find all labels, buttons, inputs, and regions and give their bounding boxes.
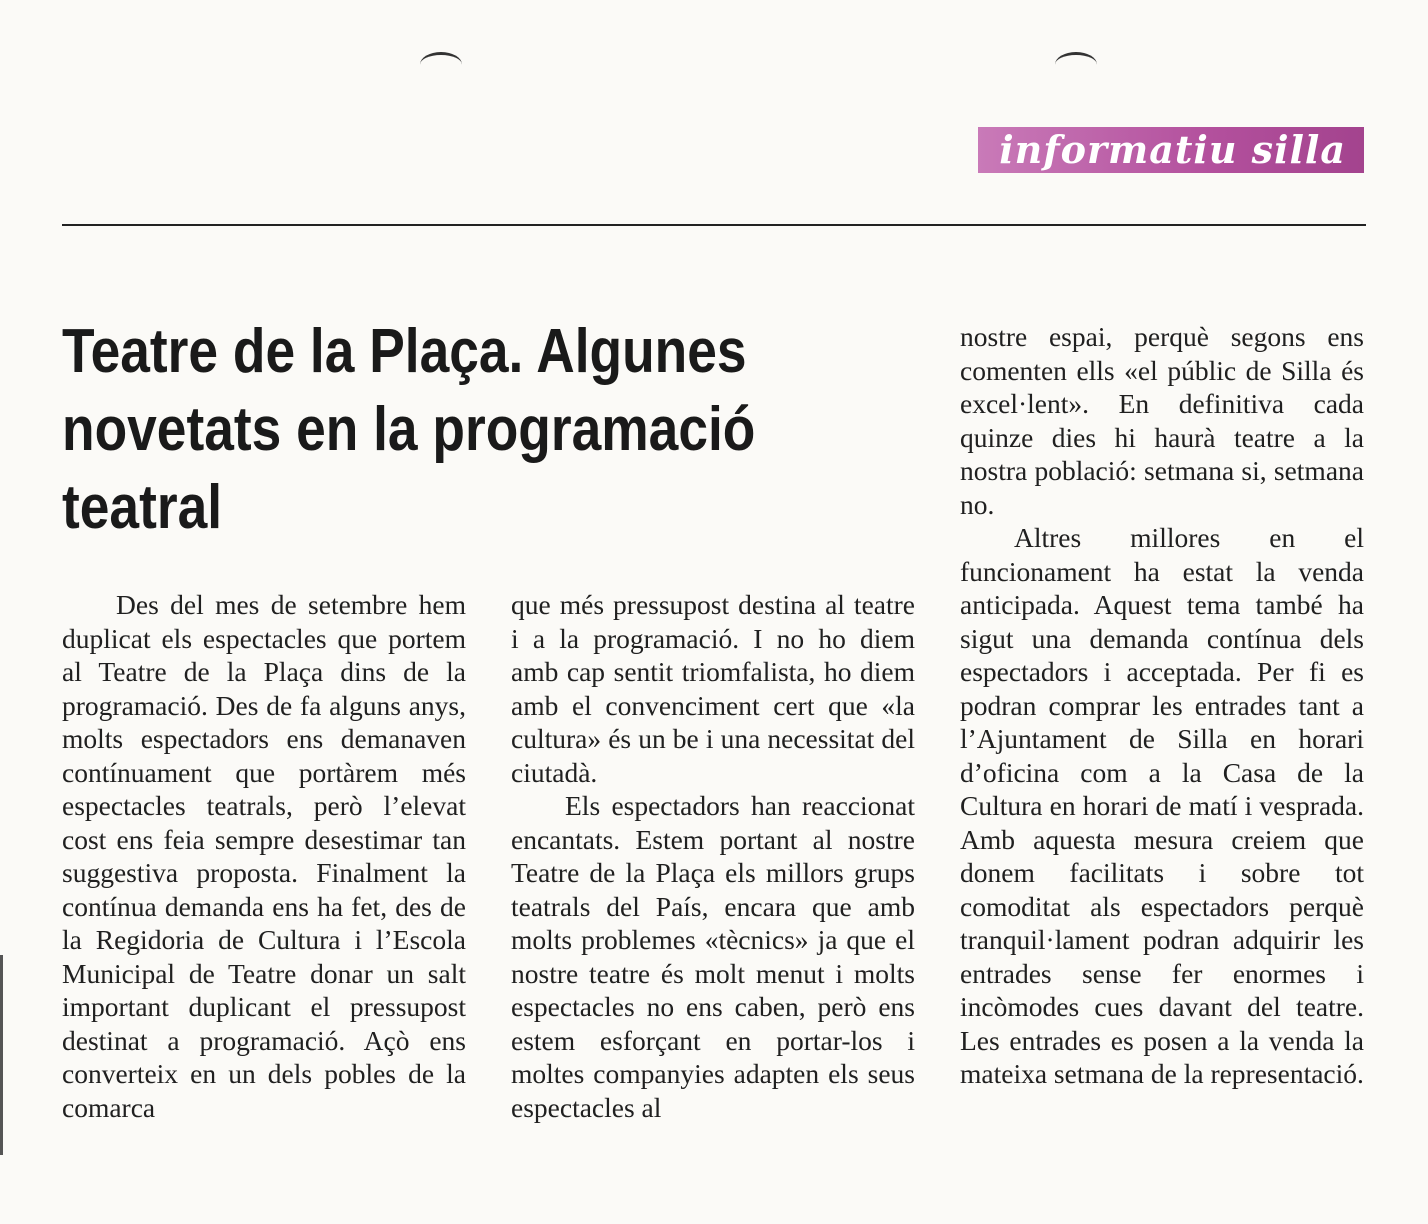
paragraph: que més pressupost destina al teatre i a la programació. I no ho diem amb cap sentit triomfalista, ho diem amb el convenciment cert que «la cultura» és un be i una necessitat del ciutadà. xyxy=(511,589,915,788)
scan-edge-mark xyxy=(0,955,3,1155)
paragraph: Altres millores en el funcionament ha estat la venda anticipada. Aquest tema també ha sigut una demanda contínua dels espectadors i acceptada. Per fi es podran comprar les entrades tant a l’Ajuntament de Silla en horari d’oficina com a la Casa de la Cultura en horari de matí i vesprada. Amb aquesta mesura creiem que donem facilitats i sobre tot comoditat als espectadors perquè tranquil·lament podran adquirir les entrades sense fer enormes i incòmodes cues davant del teatre. Les entrades es posen a la venda la mateixa setmana de la representació. xyxy=(960,522,1364,1089)
publication-name: informatiu silla xyxy=(999,127,1346,172)
article-column-2 xyxy=(511,588,915,1124)
paragraph: nostre espai, perquè segons ens comenten ells «el públic de Silla és excel·lent». En definitiva cada quinze dies hi haurà teatre a la nostra població: setmana si, setmana no. xyxy=(960,321,1364,520)
punch-hole-left xyxy=(420,52,462,77)
article-title: Teatre de la Plaça. Algunes novetats en la programació teatral xyxy=(62,317,756,542)
punch-hole-right xyxy=(1055,52,1097,77)
publication-header-badge xyxy=(978,127,1364,173)
article-column-1 xyxy=(62,588,466,1124)
paragraph: Els espectadors han reaccionat encantats. Estem portant al nostre Teatre de la Plaça els millors grups teatrals del País, encara que amb molts problemes «tècnics» ja que el nostre teatre és molt menut i molts espectacles no ens caben, però ens estem esforçant en portar-los i moltes companyies adapten els seus espectacles al xyxy=(511,790,915,1123)
header-rule xyxy=(62,224,1366,226)
paragraph: Des del mes de setembre hem duplicat els espectacles que portem al Teatre de la Plaça dins de la programació. Des de fa alguns anys, molts espectadors ens demanaven contínuament que portàrem més espectacles teatrals, però l’elevat cost ens feia sempre desestimar tan suggestiva proposta. Finalment la contínua demanda ens ha fet, des de la Regidoria de Cultura i l’Escola Municipal de Teatre donar un salt important duplicant el pressupost destinat a programació. Açò ens converteix en un dels pobles de la comarca xyxy=(62,589,466,1123)
article-column-3 xyxy=(960,320,1364,1091)
